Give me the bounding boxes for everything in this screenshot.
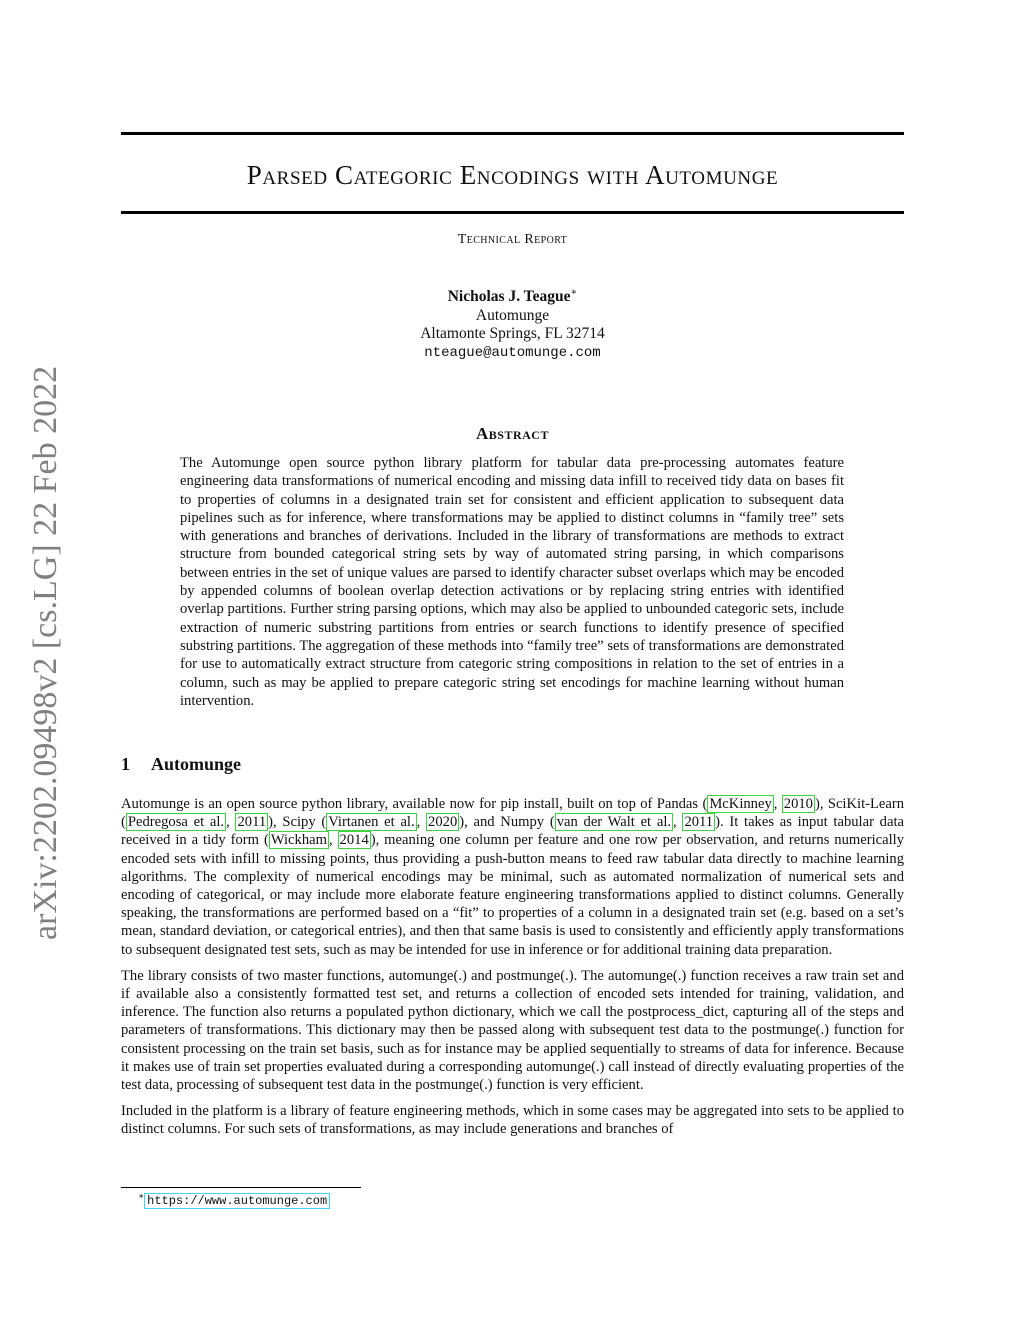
abstract-text: The Automunge open source python library platform for tabular data pre-processing automates feature engineering data transformations of numerical encoding and missing data infill to received tidy data on bases fit to properties of columns in a designated train set for consistent and efficient application to subsequent data pipelines such as for inference, where transformations may be applied to distinct columns in “family tree” sets with generations and branches of derivations. Included in the library of transformations are methods to extract structure from bounded categorical string sets by way of automated string parsing, in which comparisons between entries in the set of unique values are parsed to identify character subset overlaps which may be encoded by appended columns of boolean overlap detection activations or by replacing string entries with identified overlap partitions. Further string parsing options, which may also be applied to unbounded categoric sets, include extraction of numeric substring partitions from entries or search functions to identify presence of specified substring partitions. The aggregation of these methods into “family tree” sets of transformations are demonstrated for use to automatically extract structure from categoric string compositions in relation to the set of entries in a column, such as may be applied to prepare categoric string set encodings for machine learning without human intervention. — [180, 455, 844, 709]
author-block — [121, 284, 904, 362]
citation-year-link[interactable]: 2010 — [783, 796, 813, 812]
author-location: Altamonte Springs, FL 32714 — [420, 325, 605, 343]
paper-title: Parsed Categoric Encodings with Automunge — [246, 160, 779, 190]
title-top-rule — [121, 132, 904, 135]
section-title: Automunge — [151, 754, 242, 774]
section-body — [121, 795, 904, 1147]
author-footnote-mark: ∗ — [570, 287, 578, 298]
citation-year-link[interactable]: 2011 — [237, 814, 267, 831]
paragraph-3: Included in the platform is a library of feature engineering methods, which in some cases may be aggregated into sets to be applied to distinct columns. For such sets of transformations, as may include generations and branches of — [121, 1103, 904, 1138]
citation-link[interactable]: Pedregosa et al. — [127, 814, 225, 831]
footnote — [138, 1191, 330, 1208]
arxiv-identifier: arXiv:2202.09498v2 [cs.LG] 22 Feb 2022 — [27, 365, 64, 940]
report-type: Technical Report — [457, 232, 568, 247]
footnote-rule — [121, 1187, 361, 1188]
paragraph-2: The library consists of two master functions, automunge(.) and postmunge(.). The automunge(.) function receives a raw train set and if available also a consistently formatted test set, and returns a collection of encoded sets intended for training, validation, and inference. The function also returns a populated python dictionary, which we call the postprocess_dict, capturing all of the steps and parameters of transformations. This dictionary may then be passed along with subsequent test data to the postmunge(.) function for consistent processing on the train set basis, such as for instance may be applied sequentially to streams of data for inference. Because it makes use of train set properties evaluated during a corresponding automunge(.) call instead of directly evaluating properties of the test data, processing of subsequent test data in the postmunge(.) function is very efficient. — [121, 967, 904, 1094]
citation-link[interactable]: McKinney — [709, 796, 772, 812]
citation-link[interactable]: Virtanen et al. — [328, 814, 415, 831]
author-name: Nicholas J. Teague∗ — [447, 287, 578, 306]
section-number: 1 — [121, 754, 130, 774]
author-affiliation: Automunge — [475, 306, 550, 324]
footnote-url-link[interactable]: https://www.automunge.com — [144, 1193, 330, 1209]
footnote-mark: ∗ — [138, 1191, 145, 1201]
paragraph-1: Automunge is an open source python library, available now for pip install, built on top of Pandas ( McKinney , 2010 ), SciKit-Learn ( Pedregosa et al. , 2011 ), Scipy ( Virtanen et al. , 2020 ), and Numpy ( van der Walt et al. , 2011 ). It takes as input tabular data received in a tidy form ( Wickham , 2014 ), meaning one column per feature and one row per observation, and returns numerically encoded sets with infill to missing points, thus providing a push-button means to feed raw tabular data directly to machine learning algorithms. The complexity of numerical encodings may be minimal, such as automated normalization of numerical sets and encoding of categorical, or may include more elaborate feature engineering transformations applied to distinct columns. Generally speaking, the transformations are performed based on a “fit” to properties of a column in a designated train set (e.g. based on a set’s mean, standard deviation, or categorical entries), and then that same basis is used to consistently and efficiently apply transformations to subsequent designated test sets, such as may be intended for use in inference or for additional training data preparation. — [121, 796, 905, 958]
citation-year-link[interactable]: 2020 — [428, 814, 458, 831]
abstract-heading: Abstract — [476, 424, 549, 443]
citation-year-link[interactable]: 2011 — [684, 814, 714, 831]
section-heading — [121, 754, 241, 775]
citation-link[interactable]: van der Walt et al. — [556, 814, 672, 831]
citation-year-link[interactable]: 2014 — [339, 832, 369, 849]
author-email[interactable]: nteague@automunge.com — [424, 344, 601, 361]
title-bottom-rule — [121, 211, 904, 214]
citation-link[interactable]: Wickham — [270, 832, 327, 849]
